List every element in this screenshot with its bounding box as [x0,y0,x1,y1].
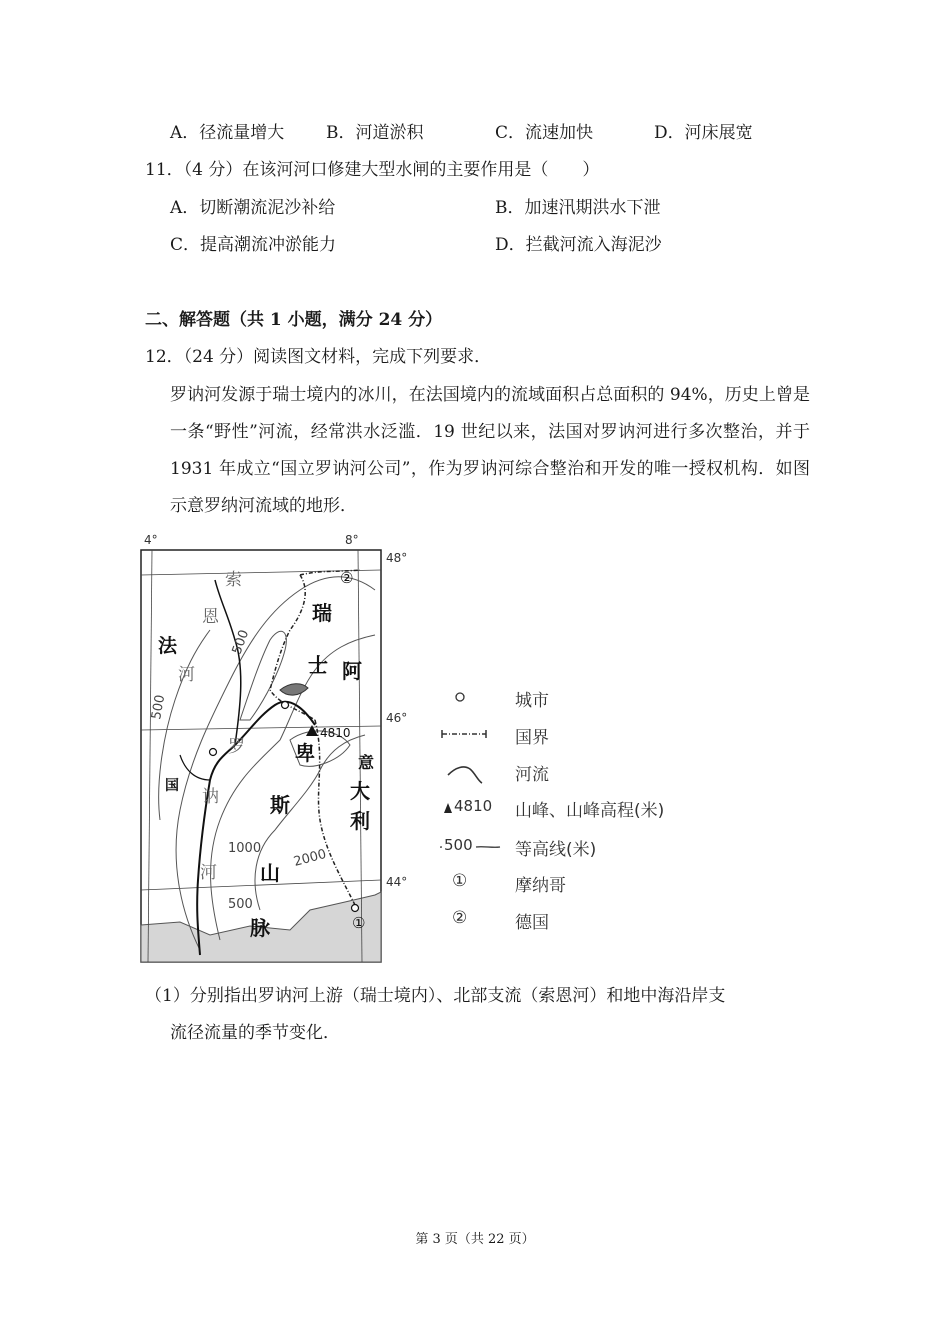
legend-river-label: 河流 [515,765,549,785]
legend-city-label: 城市 [515,691,549,711]
label-shi: 士 [308,653,328,677]
label-en: 恩 [202,607,219,627]
city-marker [210,749,217,756]
lon-4-label: 4° [144,533,158,547]
city-marker [352,905,359,912]
label-yi: 意 [358,753,375,772]
lat-44-label: 44° [386,875,408,889]
legend-peak-value: 4810 [454,797,493,815]
q12-stem: 12．（24 分）阅读图文材料，完成下列要求． [145,347,492,367]
legend-row-city [440,683,740,713]
legend-contour-label: 等高线(米) [515,840,597,860]
city-icon [440,683,510,713]
map-legend [440,680,740,940]
q11-option-b: B．加速汛期洪水下泄 [495,198,661,218]
lat-46-label: 46° [386,711,408,725]
contour-label: 2000 [292,846,329,870]
label-fa: 法 [158,635,178,657]
peak-label: 4810 [320,726,351,740]
label-rui: 瑞 [312,601,332,625]
legend-monaco-label: 摩纳哥 [515,876,566,896]
germany-marker: ② [340,569,354,587]
map-frame [141,550,381,962]
label-luo: 罗 [228,737,245,757]
label-guo: 国 [165,778,179,794]
legend-row-peak [440,793,740,823]
legend-row-border [440,720,740,750]
legend-row-river [440,757,740,787]
contour-label: 500 [149,693,169,721]
label-li: 利 [350,809,370,833]
q10-option-b: B．河道淤积 [326,123,424,143]
border-icon [440,720,510,750]
legend-border-label: 国界 [515,728,549,748]
label-mai: 脉 [250,916,270,940]
legend-row-contour [440,832,740,862]
q11-option-a: A．切断潮流泥沙补给 [170,198,336,218]
rhone-basin-map [140,530,430,965]
q10-option-d: D．河床展宽 [654,123,753,143]
q11-stem: 11．（4 分）在该河河口修建大型水闸的主要作用是（ ） [145,160,600,180]
contour-label: 500 [228,897,253,912]
legend-row-monaco [440,868,740,898]
legend-monaco-symbol: ① [452,871,468,891]
label-si: 斯 [270,793,290,817]
label-bei: 卑 [295,741,315,765]
legend-contour-value: 500 [444,836,473,854]
q11-option-d: D．拦截河流入海泥沙 [495,235,662,255]
monaco-marker: ① [352,914,366,932]
q12-paragraph: 罗讷河发源于瑞士境内的冰川，在法国境内的流域面积占总面积的 94%，历史上曾是一条“野性”河流，经常洪水泛滥．19 世纪以来，法国对罗讷河进行多次整治，并于 1931 年成立“国立罗讷河公司”，作为罗讷河综合整治和开发的唯一授权机构．如图示意罗纳河流域的地形． [170,385,810,516]
contour-label: 1000 [228,841,262,856]
river-icon [440,757,510,787]
q12-sub1-line1: （1）分别指出罗讷河上游（瑞士境内）、北部支流（索恩河）和地中海沿岸支 [145,986,726,1006]
city-marker [282,702,289,709]
page-footer: 第 3 页（共 22 页） [415,1232,535,1247]
section-heading: 二、解答题（共 1 小题，满分 24 分） [145,310,443,330]
label-a: 阿 [342,659,362,683]
label-suo: 索 [225,570,242,590]
q12-sub1-line2: 流径流量的季节变化． [170,1023,340,1043]
legend-germany-label: 德国 [515,913,549,933]
legend-germany-symbol: ② [452,908,468,928]
label-da: 大 [350,779,370,803]
contour-label: 500 [229,627,253,657]
label-saone-he: 河 [178,665,195,685]
lon-8-label: 8° [345,533,359,547]
label-rhone-he: 河 [200,863,217,883]
legend-row-germany [440,905,740,935]
label-ne: 讷 [202,787,219,807]
map-svg [140,530,430,965]
q10-option-a: A．径流量增大 [170,123,285,143]
lat-48-label: 48° [386,551,408,565]
q10-option-c: C．流速加快 [495,123,594,143]
legend-peak-label: 山峰、山峰高程(米) [515,801,665,821]
q11-option-c: C．提高潮流冲淤能力 [170,235,337,255]
label-shan: 山 [260,861,280,885]
